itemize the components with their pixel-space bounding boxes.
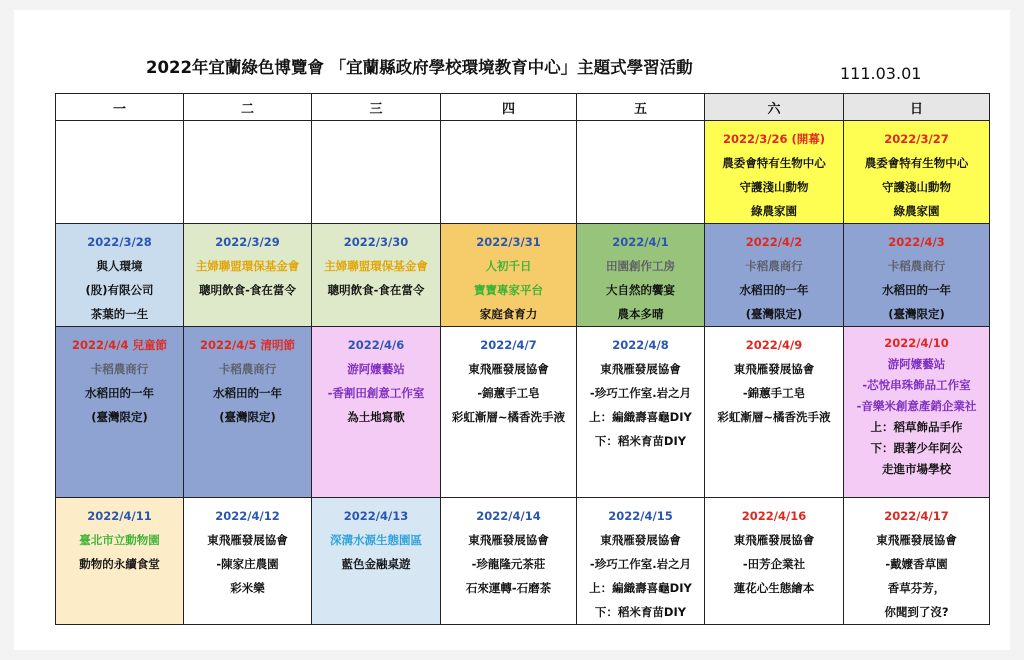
calendar-day-cell (705, 121, 844, 224)
event-date: 2022/3/31 (476, 235, 541, 249)
event-text: 東飛雁發展協會 (876, 533, 957, 547)
event-date: 2022/3/30 (343, 235, 409, 249)
calendar-week-row (56, 327, 990, 498)
page-title: 2022年宜蘭綠色博覽會 「宜蘭縣政府學校環境教育中心」主題式學習活動 (146, 58, 693, 77)
event-text: 水稻田的一年 (85, 386, 154, 400)
event-date: 2022/4/17 (884, 509, 949, 523)
calendar-day-cell (184, 224, 312, 327)
event-text: 游阿嬤藝站 (347, 362, 405, 376)
event-text: 大自然的饗宴 (606, 283, 675, 297)
calendar-day-cell (577, 224, 705, 327)
event-text: 守護淺山動物 (882, 180, 951, 194)
event-text: 蓮花心生態繪本 (733, 581, 815, 595)
calendar-day-cell (312, 327, 441, 498)
event-text: 卡稻農商行 (745, 259, 803, 273)
event-text: 東飛雁發展協會 (600, 533, 681, 547)
event-text: -戴嬤香草園 (885, 557, 948, 571)
event-text: 東飛雁發展協會 (468, 533, 549, 547)
calendar-day-cell (844, 121, 990, 224)
event-text: -音樂米創意產銷企業社 (856, 399, 977, 413)
event-text: 與人環境 (96, 259, 143, 273)
calendar-week-row (56, 121, 990, 224)
event-text: 東飛雁發展協會 (207, 533, 288, 547)
event-text: 彩虹漸層~橘香洗手液 (717, 410, 831, 424)
event-text: (股)有限公司 (85, 283, 154, 297)
calendar-day-cell (312, 224, 441, 327)
calendar-day-cell (312, 121, 441, 224)
weekday-header: 六 (705, 94, 844, 121)
event-text: -珍巧工作室.岩之月 (589, 386, 692, 400)
event-date: 2022/4/11 (87, 509, 152, 523)
event-date: 2022/4/12 (215, 509, 280, 523)
calendar-day-cell (577, 498, 705, 625)
event-text: 綠農家園 (893, 204, 940, 218)
event-date: 2022/3/26 (開幕) (723, 132, 825, 146)
event-text: 深溝水源生態園區 (330, 533, 422, 547)
event-date: 2022/4/4 兒童節 (72, 338, 167, 352)
event-text: 水稻田的一年 (739, 283, 809, 297)
calendar-day-cell (705, 327, 844, 498)
calendar-day-cell (184, 327, 312, 498)
calendar-day-cell (441, 224, 577, 327)
event-date: 2022/4/7 (480, 338, 537, 352)
event-text: 農委會特有生物中心 (864, 156, 969, 170)
weekday-header: 四 (441, 94, 577, 121)
calendar-day-cell (184, 498, 312, 625)
event-text: -錦蕙手工皂 (477, 386, 540, 400)
event-text: 上：編織壽喜龜DIY (589, 581, 692, 595)
event-text: 守護淺山動物 (739, 180, 809, 194)
event-text: 寶寶專家平台 (474, 283, 543, 297)
event-text: 東飛雁發展協會 (468, 362, 549, 376)
calendar-day-cell (184, 121, 312, 224)
event-text: (臺灣限定) (219, 410, 276, 424)
event-text: 下：跟著少年阿公 (870, 441, 963, 455)
event-text: 藍色金融桌遊 (341, 557, 411, 571)
event-text: -田芳企業社 (742, 557, 806, 571)
event-date: 2022/4/13 (343, 509, 409, 523)
calendar-day-cell (441, 498, 577, 625)
event-date: 2022/3/27 (884, 132, 949, 146)
event-text: 臺北市立動物園 (79, 533, 160, 547)
event-text: 游阿嬤藝站 (887, 357, 946, 371)
event-text: 綠農家園 (751, 204, 797, 218)
event-date: 2022/4/3 (888, 235, 945, 249)
event-text: (臺灣限定) (888, 307, 945, 321)
event-text: -香割田創意工作室 (327, 386, 425, 400)
document-date: 111.03.01 (840, 64, 922, 83)
event-text: 家庭食育力 (479, 307, 538, 321)
calendar-week-row (56, 498, 990, 625)
calendar-day-cell (56, 327, 184, 498)
event-text: 茶葉的一生 (90, 307, 149, 321)
event-text: 農委會特有生物中心 (722, 156, 826, 170)
event-text: 東飛雁發展協會 (600, 362, 681, 376)
event-date: 2022/4/16 (741, 509, 807, 523)
event-text: 農本多晴 (617, 307, 664, 321)
event-text: 走進市場學校 (882, 462, 951, 476)
event-text: 水稻田的一年 (882, 283, 951, 297)
event-text: 香草芬芳， (887, 581, 946, 595)
event-text: 卡稻農商行 (90, 362, 149, 376)
event-text: 彩米樂 (230, 581, 265, 595)
event-date: 2022/4/2 (745, 235, 803, 249)
event-text: 田園創作工房 (606, 259, 675, 273)
event-text: -芯悅串珠飾品工作室 (862, 378, 971, 392)
event-text: 為土地寫歌 (347, 410, 405, 424)
event-text: 上：稻草飾品手作 (870, 420, 963, 434)
event-text: 東飛雁發展協會 (733, 533, 815, 547)
calendar-day-cell (577, 327, 705, 498)
calendar-day-cell (844, 498, 990, 625)
event-text: 你聞到了沒? (884, 605, 949, 619)
calendar-day-cell (312, 498, 441, 625)
calendar-day-cell (844, 327, 990, 498)
event-date: 2022/3/28 (87, 235, 152, 249)
calendar-day-cell (56, 224, 184, 327)
event-date: 2022/4/1 (612, 235, 669, 249)
event-text: -珍龍隆元茶莊 (471, 557, 546, 571)
event-date: 2022/4/14 (476, 509, 541, 523)
calendar-day-cell (441, 121, 577, 224)
event-text: 彩虹漸層~橘香洗手液 (451, 410, 566, 424)
weekday-header: 二 (184, 94, 312, 121)
weekday-header: 一 (56, 94, 184, 121)
calendar-day-cell (56, 121, 184, 224)
calendar-day-cell (56, 498, 184, 625)
event-text: 水稻田的一年 (213, 386, 282, 400)
event-text: -珍巧工作室.岩之月 (589, 557, 692, 571)
event-text: 動物的永續食堂 (79, 557, 160, 571)
calendar-day-cell (844, 224, 990, 327)
event-text: 下：稻米育苗DIY (594, 605, 687, 619)
event-date: 2022/4/5 清明節 (200, 338, 295, 352)
event-text: 主婦聯盟環保基金會 (324, 259, 428, 273)
document-page (14, 10, 1010, 650)
calendar-day-cell (705, 224, 844, 327)
event-date: 2022/3/29 (215, 235, 280, 249)
calendar-day-cell (705, 498, 844, 625)
event-text: 聰明飲食-食在當令 (327, 283, 425, 297)
calendar-day-cell (577, 121, 705, 224)
event-date: 2022/4/15 (608, 509, 673, 523)
weekday-header: 五 (577, 94, 705, 121)
event-text: -錦蕙手工皂 (742, 386, 806, 400)
calendar-table (55, 93, 990, 625)
event-date: 2022/4/10 (884, 336, 949, 350)
event-text: -陳家庄農園 (216, 557, 279, 571)
event-text: 上：編織壽喜龜DIY (589, 410, 692, 424)
calendar-day-cell (441, 327, 577, 498)
event-text: 東飛雁發展協會 (733, 362, 815, 376)
event-date: 2022/4/9 (745, 338, 803, 352)
event-text: 下：稻米育苗DIY (594, 434, 687, 448)
weekday-header: 三 (312, 94, 441, 121)
calendar-week-row (56, 224, 990, 327)
event-text: 卡稻農商行 (218, 362, 277, 376)
event-text: 主婦聯盟環保基金會 (195, 259, 300, 273)
event-date: 2022/4/8 (612, 338, 669, 352)
weekday-header: 日 (844, 94, 990, 121)
event-text: 卡稻農商行 (887, 259, 946, 273)
event-date: 2022/4/6 (347, 338, 405, 352)
weekday-header-row (56, 94, 990, 121)
event-text: (臺灣限定) (745, 307, 803, 321)
event-text: (臺灣限定) (91, 410, 148, 424)
event-text: 石來運轉-石磨茶 (465, 581, 552, 595)
event-text: 聰明飲食-食在當令 (199, 283, 296, 297)
event-text: 人初千日 (485, 259, 532, 273)
